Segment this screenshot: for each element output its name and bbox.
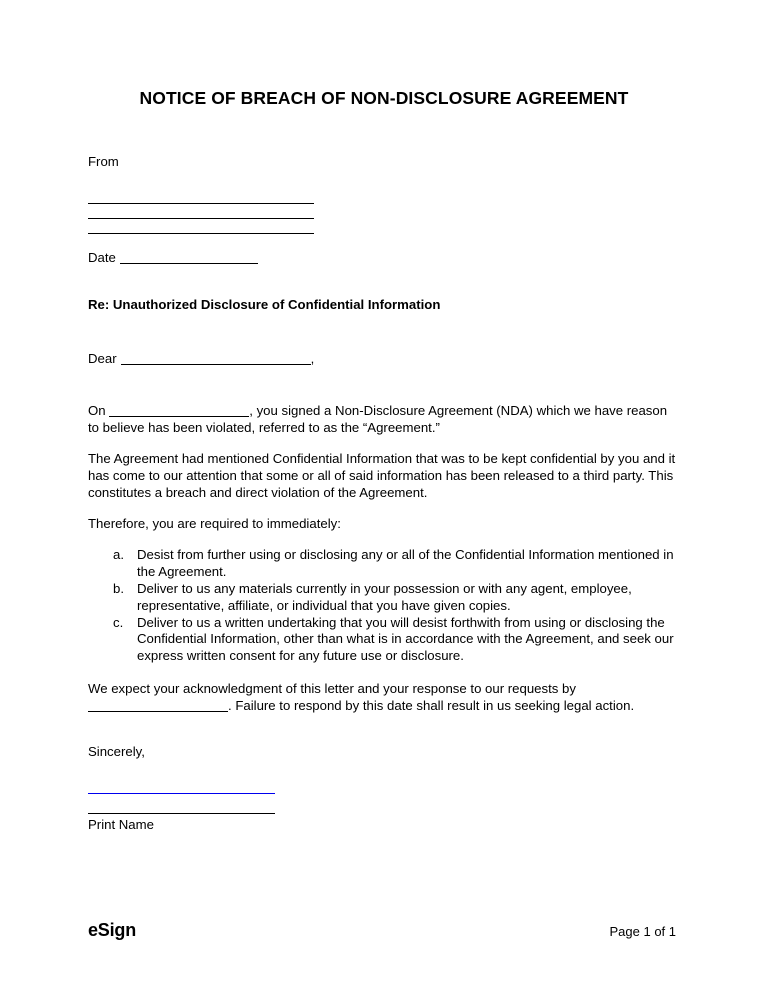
- intro-rest: , you signed a Non-Disclosure Agreement (NDA) which we have reason to believe has been violated, referred to as the “Agreement.”: [88, 403, 668, 435]
- date-input-line[interactable]: [120, 263, 258, 264]
- print-name-label: Print Name: [88, 817, 154, 832]
- list-item-text: Deliver to us any materials currently in your possession or with any agent, employee, representative, affiliate, or individual that you have given copies.: [137, 580, 632, 613]
- esign-logo: eSign: [88, 920, 137, 940]
- list-item-marker: b.: [113, 580, 124, 596]
- list-item-marker: c.: [113, 614, 124, 630]
- response-deadline-line[interactable]: [88, 711, 228, 712]
- page-indicator: Page 1 of 1: [609, 924, 676, 939]
- from-blank-line-2[interactable]: [88, 218, 314, 219]
- intro-prefix: On: [88, 403, 106, 418]
- paragraph-demand-intro: Therefore, you are required to immediately:: [88, 516, 341, 531]
- print-name-line[interactable]: [88, 813, 275, 814]
- date-label: Date: [88, 250, 116, 265]
- subject-line: Re: Unauthorized Disclosure of Confidential Information: [88, 297, 441, 312]
- list-item-text: Deliver to us a written undertaking that you will desist forthwith from using or disclosing the Confidential Information, other than what is in accordance with the Agreement, and seek our express written consent for any future use or disclosure.: [137, 614, 674, 664]
- salutation-punctuation: ,: [310, 351, 315, 366]
- page-title: NOTICE OF BREACH OF NON-DISCLOSURE AGREEMENT: [139, 88, 629, 108]
- signing-date-line[interactable]: [109, 416, 249, 417]
- list-item-text: Desist from further using or disclosing any or all of the Confidential Information mentioned in the Agreement.: [137, 547, 674, 579]
- closing-salutation: Sincerely,: [88, 744, 145, 759]
- recipient-name-line[interactable]: [121, 364, 311, 365]
- closing-rest: . Failure to respond by this date shall result in us seeking legal action.: [228, 697, 635, 713]
- paragraph-intro: [88, 403, 678, 437]
- date-row: [88, 250, 258, 265]
- list-item-marker: a.: [113, 547, 124, 562]
- paragraph-closing: [88, 681, 678, 715]
- from-blank-line-1[interactable]: [88, 203, 314, 204]
- salutation-greeting: Dear: [88, 351, 117, 366]
- list-item: [88, 615, 678, 666]
- from-blank-line-3[interactable]: [88, 233, 314, 234]
- closing-prefix: We expect your acknowledgment of this letter and your response to our requests by: [88, 681, 576, 696]
- demand-list: [88, 547, 678, 665]
- list-item: [88, 547, 678, 581]
- signature-line[interactable]: [88, 793, 275, 794]
- list-item: [88, 581, 678, 615]
- from-label: From: [88, 154, 119, 169]
- paragraph-allegation: The Agreement had mentioned Confidential Information that was to be kept confidential by you and it has come to our attention that some or all of said information has been released to a third party. This constitutes a breach and direct violation of the Agreement.: [88, 451, 676, 500]
- salutation-row: [88, 351, 314, 366]
